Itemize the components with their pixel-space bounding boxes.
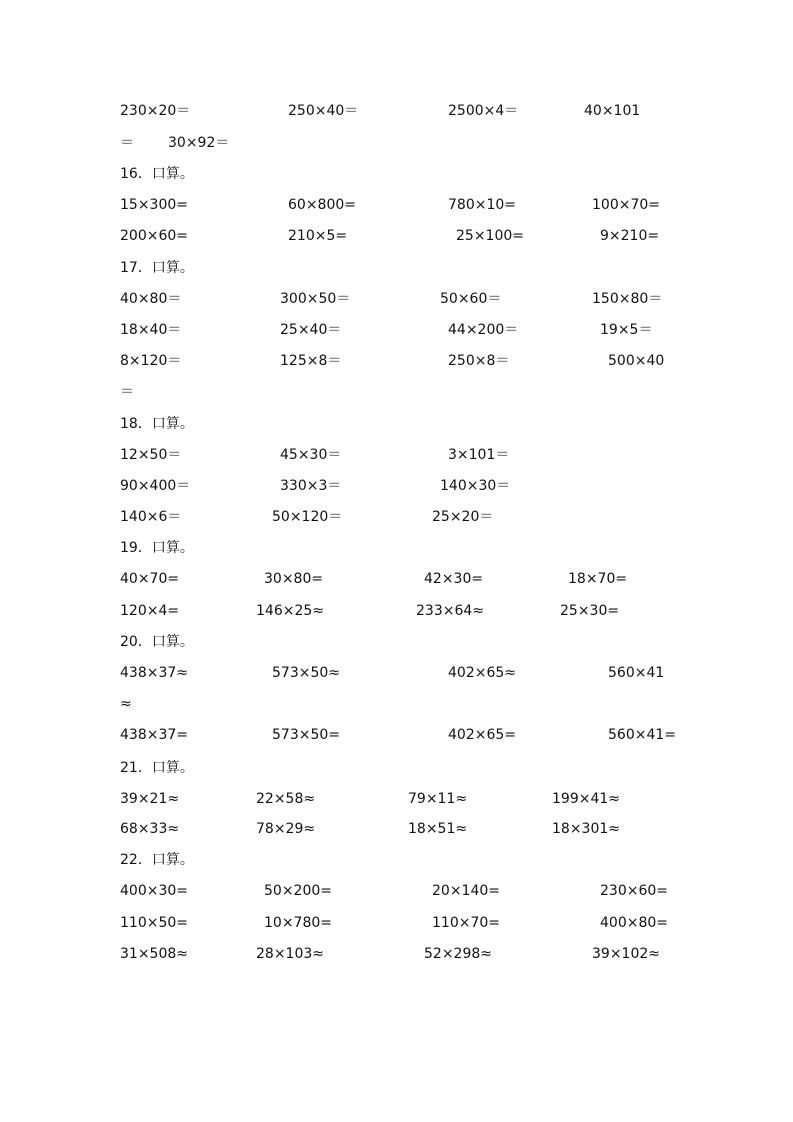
problem: 438×37= (120, 727, 188, 743)
section-heading (0, 631, 793, 653)
problem: 90×400＝ (120, 478, 191, 494)
problem: 25×20＝ (432, 509, 494, 525)
problem: 60×800= (288, 197, 356, 213)
problem-row (0, 381, 793, 403)
problem: 50×60＝ (440, 291, 502, 307)
problem: 150×80＝ (592, 291, 663, 307)
problem: 52×298≈ (424, 946, 492, 962)
problem: 39×21≈ (120, 791, 180, 807)
section-heading (0, 257, 793, 279)
section-title: 20．口算。 (120, 634, 194, 650)
problem: 25×30= (560, 603, 620, 619)
problem: 438×37≈ (120, 665, 188, 681)
problem: 560×41= (608, 727, 676, 743)
problem: 10×780= (264, 915, 332, 931)
problem: 146×25≈ (256, 603, 324, 619)
problem: 250×8＝ (448, 353, 510, 369)
problem-row (0, 288, 793, 310)
problem-row (0, 225, 793, 247)
problem: 50×200= (264, 883, 332, 899)
problem: 100×70= (592, 197, 660, 213)
problem: 400×80= (600, 915, 668, 931)
problem: 40×80＝ (120, 291, 182, 307)
problem-row (0, 319, 793, 341)
section-heading (0, 537, 793, 559)
problem: 18×40＝ (120, 322, 182, 338)
problem: 45×30＝ (280, 447, 342, 463)
problem: 25×40＝ (280, 322, 342, 338)
problem: 22×58≈ (256, 791, 316, 807)
problem-row (0, 568, 793, 590)
problem: 300×50＝ (280, 291, 351, 307)
problem: 19×5＝ (600, 322, 653, 338)
problem: 79×11≈ (408, 791, 468, 807)
problem: 199×41≈ (552, 791, 620, 807)
section-heading (0, 413, 793, 435)
problem: 12×50＝ (120, 447, 182, 463)
problem: 233×64≈ (416, 603, 484, 619)
problem: 402×65≈ (448, 665, 516, 681)
problem: 402×65= (448, 727, 516, 743)
problem: 18×301≈ (552, 821, 620, 837)
section-title: 19．口算。 (120, 540, 194, 556)
problem: 500×40 (608, 353, 665, 369)
problem: 3×101＝ (448, 447, 510, 463)
problem: 2500×4＝ (448, 103, 519, 119)
problem: 230×60= (600, 883, 668, 899)
problem: 18×70= (568, 571, 628, 587)
problem-row (0, 662, 793, 684)
problem: 230×20＝ (120, 103, 191, 119)
problem: 200×60= (120, 228, 188, 244)
problem: 42×30= (424, 571, 484, 587)
problem-row (0, 600, 793, 622)
problem: 560×41 (608, 665, 665, 681)
problem: 573×50= (272, 727, 340, 743)
problem: 8×120＝ (120, 353, 182, 369)
problem: 20×140= (432, 883, 500, 899)
problem-row (0, 506, 793, 528)
problem: 140×6＝ (120, 509, 182, 525)
problem: 15×300= (120, 197, 188, 213)
problem-row (0, 475, 793, 497)
problem: 30×80= (264, 571, 324, 587)
problem-row (0, 693, 793, 715)
problem: 110×50= (120, 915, 188, 931)
problem: ＝ (120, 135, 134, 151)
problem: 40×101 (584, 103, 641, 119)
problem: 28×103≈ (256, 946, 324, 962)
problem: 31×508≈ (120, 946, 188, 962)
problem: 210×5= (288, 228, 348, 244)
section-title: 21．口算。 (120, 760, 194, 776)
section-title: 16．口算。 (120, 166, 194, 182)
problem: ≈ (120, 696, 132, 712)
problem: 125×8＝ (280, 353, 342, 369)
problem: 25×100= (456, 228, 524, 244)
problem: 78×29≈ (256, 821, 316, 837)
problem: 30×92＝ (168, 135, 230, 151)
problem: 250×40＝ (288, 103, 359, 119)
problem: 120×4= (120, 603, 180, 619)
problem: 400×30= (120, 883, 188, 899)
problem: 50×120＝ (272, 509, 343, 525)
problem-row (0, 194, 793, 216)
problem: ＝ (120, 384, 134, 400)
problem: 39×102≈ (592, 946, 660, 962)
problem-row (0, 912, 793, 934)
section-heading (0, 849, 793, 871)
problem: 140×30＝ (440, 478, 511, 494)
section-title: 22．口算。 (120, 852, 194, 868)
problem: 330×3＝ (280, 478, 342, 494)
section-title: 18．口算。 (120, 416, 194, 432)
problem-row (0, 788, 793, 810)
problem-row (0, 444, 793, 466)
section-heading (0, 163, 793, 185)
problem-row (0, 818, 793, 840)
section-title: 17．口算。 (120, 260, 194, 276)
problem-row (0, 132, 793, 154)
problem: 9×210= (600, 228, 660, 244)
problem: 573×50≈ (272, 665, 340, 681)
problem: 18×51≈ (408, 821, 468, 837)
problem: 68×33≈ (120, 821, 180, 837)
problem: 44×200＝ (448, 322, 519, 338)
problem-row (0, 943, 793, 965)
problem-row (0, 724, 793, 746)
problem-row (0, 880, 793, 902)
problem: 110×70= (432, 915, 500, 931)
section-heading (0, 757, 793, 779)
problem: 780×10= (448, 197, 516, 213)
problem-row (0, 350, 793, 372)
problem-row (0, 100, 793, 122)
problem: 40×70= (120, 571, 180, 587)
